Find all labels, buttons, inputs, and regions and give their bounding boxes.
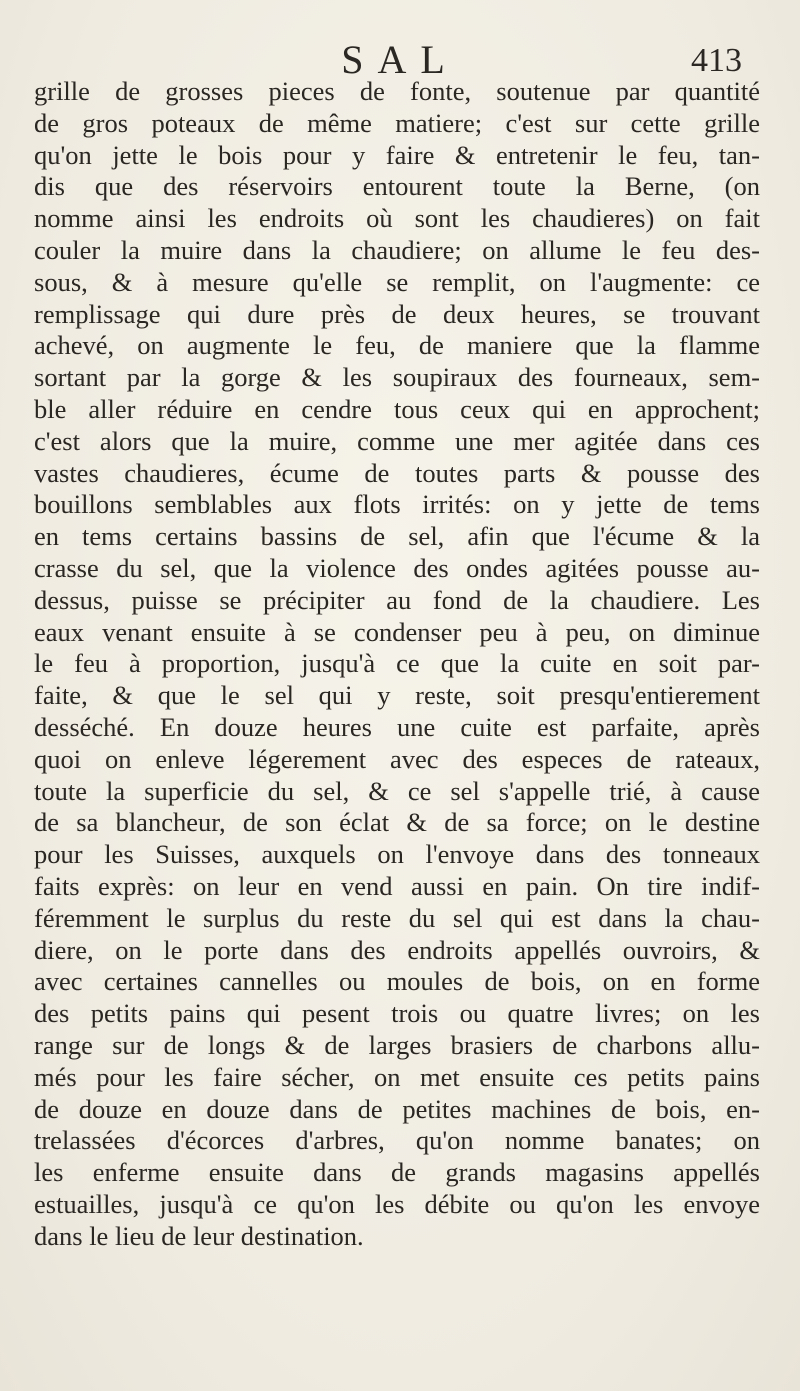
text-line: qu'on jette le bois pour y faire & entretenir le feu, tan-	[34, 139, 760, 170]
text-line: sous, & à mesure qu'elle se remplit, on l'augmente: ce	[34, 266, 760, 297]
text-line: desséché. En douze heures une cuite est parfaite, après	[34, 711, 760, 742]
text-line: range sur de longs & de larges brasiers de charbons allu-	[34, 1029, 760, 1060]
text-line: des petits pains qui pesent trois ou quatre livres; on les	[34, 998, 760, 1029]
text-line: c'est alors que la muire, comme une mer agitée dans ces	[34, 425, 760, 456]
text-line: estuailles, jusqu'à ce qu'on les débite ou qu'on les envoye	[34, 1188, 760, 1219]
running-head: SAL	[341, 37, 459, 82]
text-line: en tems certains bassins de sel, afin que l'écume & la	[34, 521, 760, 552]
text-line: de gros poteaux de même matiere; c'est sur cette grille	[34, 107, 760, 138]
text-line: les enferme ensuite dans de grands magasins appellés	[34, 1157, 760, 1188]
text-line: faite, & que le sel qui y reste, soit presqu'entierement	[34, 680, 760, 711]
text-line: le feu à proportion, jusqu'à ce que la cuite en soit par-	[34, 648, 760, 679]
text-line: féremment le surplus du reste du sel qui est dans la chau-	[34, 902, 760, 933]
text-line: crasse du sel, que la violence des ondes agitées pousse au-	[34, 552, 760, 583]
body-text	[34, 76, 760, 1252]
text-line: toute la superficie du sel, & ce sel s'appelle trié, à cause	[34, 775, 760, 806]
text-line: quoi on enleve légerement avec des especes de rateaux,	[34, 743, 760, 774]
text-line: achevé, on augmente le feu, de maniere que la flamme	[34, 330, 760, 361]
text-line: grille de grosses pieces de fonte, soutenue par quantité	[34, 76, 760, 106]
text-line: de sa blancheur, de son éclat & de sa force; on le destine	[34, 807, 760, 838]
text-line: sortant par la gorge & les soupiraux des fourneaux, sem-	[34, 362, 760, 393]
text-line: avec certaines cannelles ou moules de bois, on en forme	[34, 966, 760, 997]
page-header	[0, 30, 800, 80]
text-line: dis que des réservoirs entourent toute la Berne, (on	[34, 171, 760, 202]
text-line: pour les Suisses, auxquels on l'envoye dans des tonneaux	[34, 839, 760, 870]
text-line: nomme ainsi les endroits où sont les chaudieres) on fait	[34, 203, 760, 234]
text-line: vastes chaudieres, écume de toutes parts & pousse des	[34, 457, 760, 488]
text-line: couler la muire dans la chaudiere; on allume le feu des-	[34, 234, 760, 265]
text-line: bouillons semblables aux flots irrités: on y jette de tems	[34, 489, 760, 520]
text-line: remplissage qui dure près de deux heures, se trouvant	[34, 298, 760, 329]
text-line: faits exprès: on leur en vend aussi en pain. On tire indif-	[34, 870, 760, 901]
text-line: ble aller réduire en cendre tous ceux qui en approchent;	[34, 393, 760, 424]
text-line: dessus, puisse se précipiter au fond de la chaudiere. Les	[34, 584, 760, 615]
text-line: eaux venant ensuite à se condenser peu à peu, on diminue	[34, 616, 760, 647]
text-line: diere, on le porte dans des endroits appellés ouvroirs, &	[34, 934, 760, 965]
text-line: de douze en douze dans de petites machines de bois, en-	[34, 1093, 760, 1124]
text-line: trelassées d'écorces d'arbres, qu'on nomme banates; on	[34, 1125, 760, 1156]
text-line: més pour les faire sécher, on met ensuite ces petits pains	[34, 1061, 760, 1092]
text-line: dans le lieu de leur destination.	[34, 1220, 364, 1251]
page-number: 413	[691, 42, 742, 79]
